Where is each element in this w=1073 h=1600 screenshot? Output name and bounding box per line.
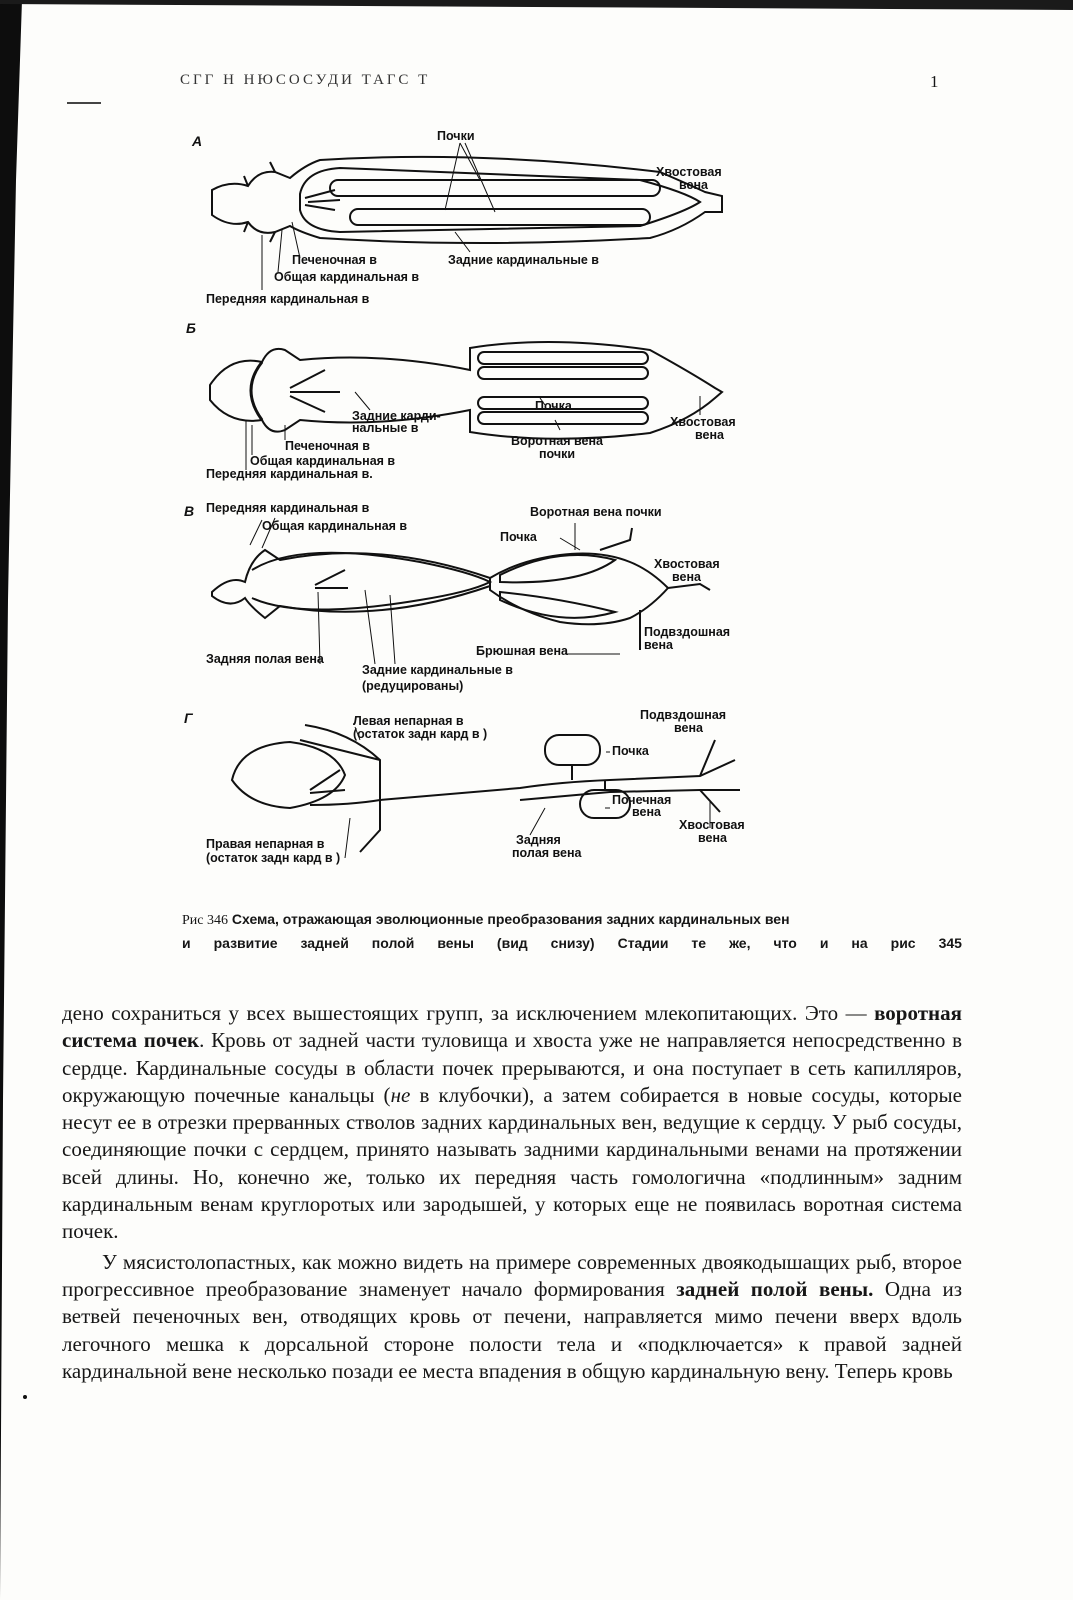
label-v-posterior-cardinals-1: Задние кардинальные в	[362, 663, 513, 677]
label-v-renal-portal: Воротная вена почки	[530, 505, 662, 519]
label-v-anterior-cardinal: Передняя кардинальная в	[206, 501, 370, 515]
caption-word: что	[773, 935, 797, 951]
label-b-tail-vein-2: вена	[695, 428, 724, 442]
label-b-anterior-cardinal: Передняя кардинальная в.	[206, 467, 373, 481]
label-g-right-azygos-1: Правая непарная в	[206, 837, 325, 851]
text-run: У мясистолопастных, как можно видеть на примере современных двоякодышащих рыб, второе прогрессивное преобразование знаменует начало формирования	[62, 1249, 962, 1301]
label-a-posterior-cardinals: Задние кардинальные в	[448, 253, 599, 267]
label-a-tail-vein-2: вена	[679, 178, 708, 192]
stage-v-letter: В	[184, 503, 195, 519]
label-v-vena-cava: Задняя полая вена	[206, 652, 324, 666]
stage-g-drawing	[232, 725, 740, 852]
label-a-tail-vein-1: Хвостовая	[656, 165, 722, 179]
running-header: СГГ Н НЮСОСУДИ ТАГС Т	[180, 72, 431, 88]
figure-caption	[182, 908, 962, 954]
caption-word: (вид	[496, 935, 528, 951]
label-b-kidney: Почка	[535, 399, 572, 413]
label-a-anterior-cardinal: Передняя кардинальная в	[206, 292, 370, 306]
page-number: 1	[930, 72, 939, 91]
paragraph-2	[62, 1249, 962, 1385]
caption-word: те	[691, 935, 707, 951]
label-g-iliac-1: Подвздошная	[640, 708, 727, 722]
label-g-tail-vein-2: вена	[698, 831, 727, 845]
label-g-renal-vein-1: Почечная	[612, 793, 672, 807]
label-v-tail-vein-1: Хвостовая	[654, 557, 720, 571]
label-a-hepatic: Печеночная в	[292, 253, 377, 267]
label-a-common-cardinal: Общая кардинальная в	[274, 270, 420, 284]
term-renal-portal-system: воротная система почек	[62, 1001, 962, 1053]
label-b-posterior-cardinals-1: Задние карди-	[352, 409, 441, 423]
text-run: . Кровь от задней части туловища и хвоста уже не направляется непосредственно в сердце. Кардинальные сосуды в области почек прерываются, и она поступает в сеть капилляров, окружающую почечные канальцы (	[62, 1028, 963, 1107]
caption-word: полой	[371, 935, 415, 951]
label-b-tail-vein-1: Хвостовая	[670, 415, 736, 429]
label-v-common-cardinal: Общая кардинальная в	[262, 519, 408, 533]
label-b-hepatic: Печеночная в	[285, 439, 370, 453]
stage-b-drawing	[210, 342, 722, 439]
caption-line-2	[182, 932, 962, 954]
caption-word: на	[851, 935, 868, 951]
caption-word: задней	[300, 935, 349, 951]
body-text	[62, 1000, 962, 1385]
label-b-common-cardinal: Общая кардинальная в	[250, 454, 396, 468]
label-v-iliac-2: вена	[644, 638, 673, 652]
text-run: Одна из ветвей печеночных вен, отводящих кровь от печени, направляется мимо печени вверх вдоль легочного мешка к дорсальной стороне полости тела и «подключается» к правой задней кардинальной вене несколько позади ее места впадения в общую кардинальную вену. Теперь кровь	[62, 1276, 962, 1383]
caption-word: 345	[938, 935, 962, 951]
label-b-posterior-cardinals-2: нальные в	[352, 421, 419, 435]
emphasis-not: не	[390, 1082, 411, 1107]
caption-word: снизу)	[550, 935, 595, 951]
term-posterior-vena-cava: задней полой вены.	[676, 1276, 874, 1301]
caption-figure-number: Рис 346	[182, 913, 228, 928]
label-v-iliac-1: Подвздошная	[644, 625, 731, 639]
label-g-renal-vein-2: вена	[632, 805, 661, 819]
caption-word: и	[819, 935, 829, 951]
label-g-right-azygos-2: (остаток задн кард в )	[206, 851, 341, 865]
stage-g-letter: Г	[184, 710, 193, 726]
label-g-tail-vein-1: Хвостовая	[679, 818, 745, 832]
paragraph-1	[62, 1000, 962, 1246]
label-v-kidney: Почка	[500, 530, 537, 544]
label-v-abdominal: Брюшная вена	[476, 644, 568, 658]
label-g-vena-cava-2: полая вена	[512, 846, 582, 860]
caption-word: рис	[890, 935, 916, 951]
caption-word: вены	[437, 935, 474, 951]
stage-b-letter: Б	[186, 320, 196, 336]
label-g-kidney: Почка	[612, 744, 649, 758]
caption-word: развитие	[213, 935, 278, 951]
scan-speck	[23, 1395, 27, 1399]
label-g-vena-cava-1: Задняя	[516, 833, 561, 847]
caption-word: же,	[729, 935, 751, 951]
text-run: в клубочки), а затем собирается в новые сосуды, которые несут ее в отрезки прерванных стволов задних кардинальных вен, ведущие к сердцу. У рыб сосуды, соединяющие почки с сердцем, принято называть задними кардинальными венами на протяжении всей длины. Но, конечно же, только их передняя часть гомологична «подлинным» задним кардинальным венам круглоротых или зародышей, у которых еще не появилась воротная система почек.	[62, 1082, 962, 1244]
label-a-kidneys: Почки	[437, 129, 475, 143]
label-v-tail-vein-2: вена	[672, 570, 701, 584]
caption-word: Стадии	[617, 935, 669, 951]
label-g-left-azygos-1: Левая непарная в	[353, 714, 464, 728]
text-run: дено сохраниться у всех вышестоящих групп, за исключением млекопитающих. Это —	[62, 1001, 875, 1025]
label-b-renal-portal-2: почки	[539, 447, 576, 461]
label-v-posterior-cardinals-2: (редуцированы)	[362, 679, 464, 693]
stage-a-letter: А	[192, 133, 203, 149]
label-g-iliac-2: вена	[674, 721, 703, 735]
stage-v-drawing	[212, 528, 710, 650]
label-b-renal-portal-1: Воротная вена	[511, 434, 603, 448]
caption-line-1: Схема, отражающая эволюционные преобразования задних кардинальных вен	[231, 911, 790, 927]
stage-a-drawing	[212, 157, 722, 243]
caption-word: и	[182, 935, 191, 951]
label-g-left-azygos-2: (остаток задн кард в )	[353, 727, 488, 741]
